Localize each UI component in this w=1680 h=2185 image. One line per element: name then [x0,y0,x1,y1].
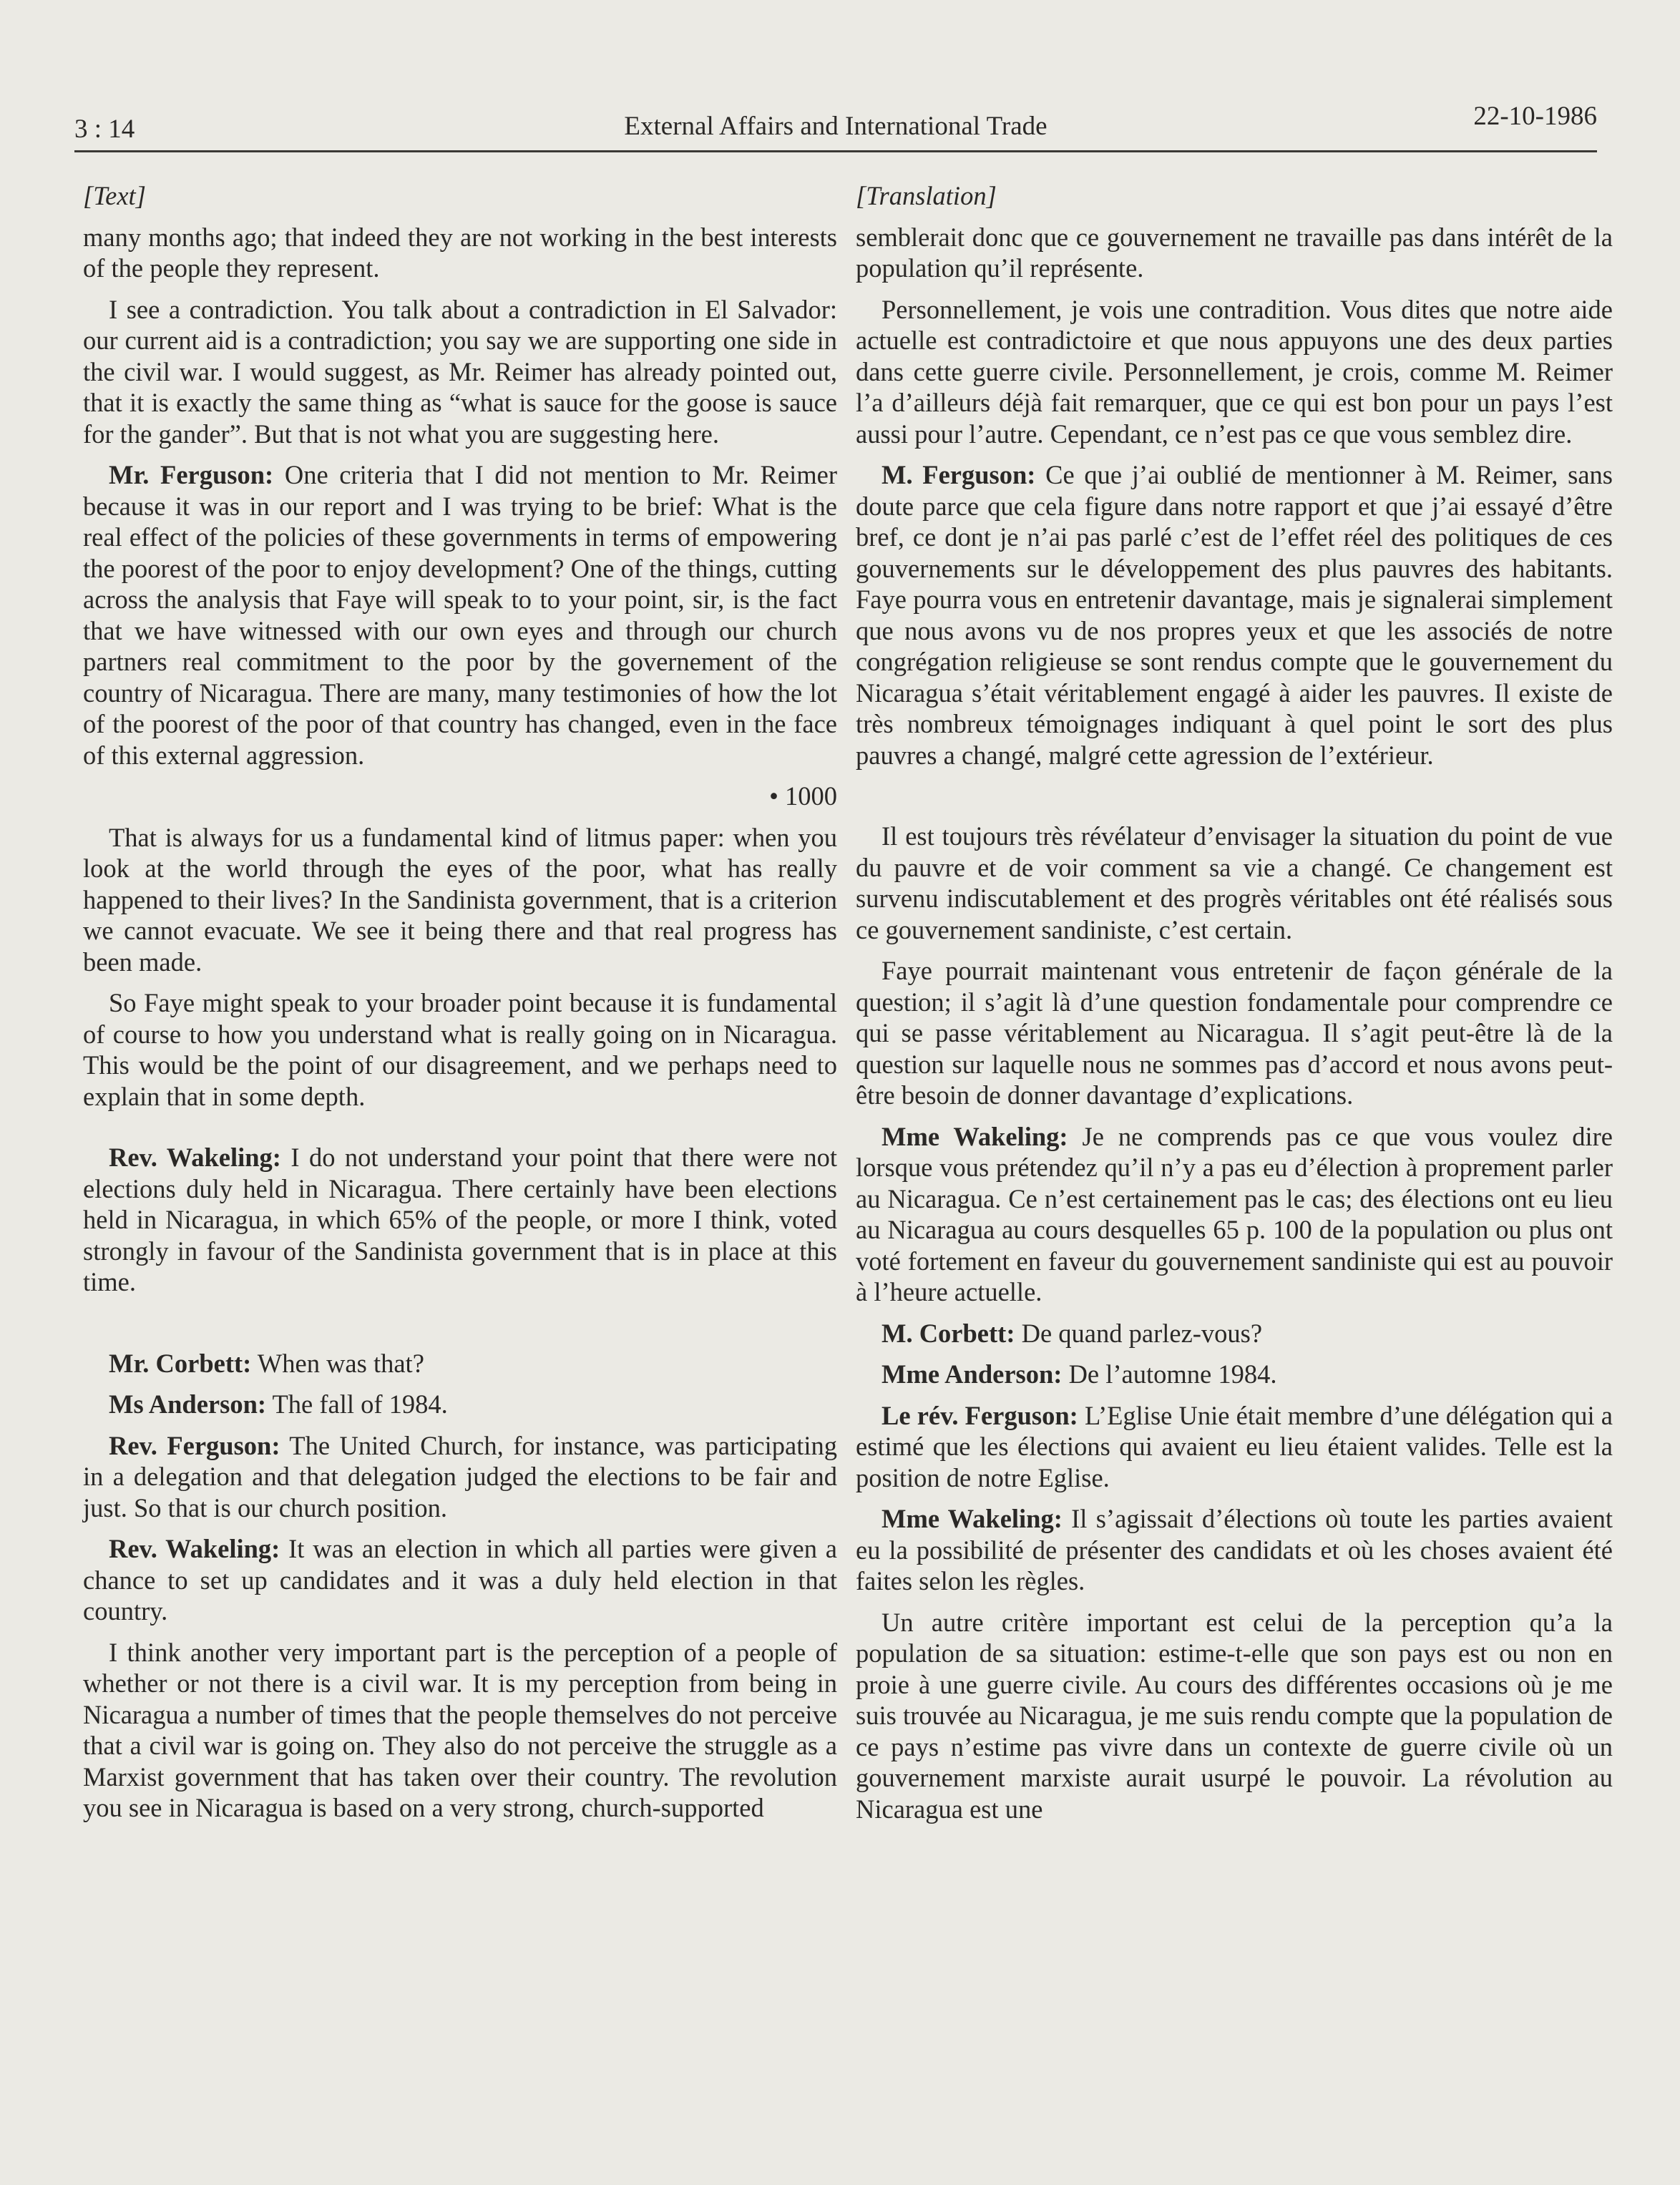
speaker-name: Mme Wakeling: [881,1121,1068,1151]
speaker-name: Rev. Ferguson: [109,1430,280,1460]
paragraph: I see a contradiction. You talk about a contradiction in El Salvador: our current aid is a contradiction; you say we are supporting one side in the civil war. I would suggest, as Mr. Reimer has already pointed out, that it is exactly the same thing as “what is sauce for the goose is sauce for the gander”. But that is not what you are suggesting here. [83,294,837,449]
speech-text: I do not understand your point that there were not elections duly held in Nicaragua. There certainly have been elections held in Nicaragua, in which 65% of the people, or more I think, voted strongly in favour of the Sandinista government that is in place at this time. [83,1143,838,1296]
paragraph [856,1359,1613,1390]
french-column [856,180,1613,1834]
text-label: [Text] [83,181,146,210]
speaker-name: M. Corbett: [881,1318,1015,1348]
speaker-name: Ms Anderson: [109,1389,267,1419]
english-column [83,180,837,1834]
speaker-name: Rev. Wakeling: [109,1534,280,1563]
paragraph [856,1503,1613,1597]
speech-text: When was that? [251,1348,424,1378]
paragraph: So Faye might speak to your broader point because it is fundamental of course to how you understand what is really going on in Nicaragua. This would be the point of our disagreement, and we perhaps need to explain that in some depth. [83,988,837,1111]
speech-text: One criteria that I did not mention to Mr. Reimer because it was in our report and I was trying to be brief: What is the real effect of the policies of these governments in terms of empowering the poorest of the poor to enjoy development? One of the things, cutting across the analysis that Faye will speak to to your point, sir, is the fact that we have witnessed with our own eyes and through our church partners real commitment to the poor by the governement of the country of Nicaragua. There are many, many testimonies of how the lot of the poorest of the poor of that country has changed, even in the face of this external aggression. [83,460,837,770]
paragraph [856,1400,1613,1494]
page-number: 3 : 14 [74,114,135,144]
speaker-name: Mr. Corbett: [109,1348,252,1378]
spacer [856,781,1613,821]
paragraph [83,1430,837,1524]
speech-text: De quand parlez-vous? [1015,1318,1263,1348]
header-date: 22-10-1986 [1473,102,1597,131]
speech-text: The United Church, for instance, was participating in a delegation and that delegation judged the elections to be fair and just. So that is our church position. [83,1430,838,1522]
paragraph: Faye pourrait maintenant vous entretenir de façon générale de la question; il s’agit là d’une question fondamentale pour comprendre ce qui se passe véritablement au Nicaragua. Il s’agit peut-être là de la question sur laquelle nous ne sommes pas d’accord et nous avons peut-être besoin de donner davantage d’explications. [856,956,1613,1110]
speaker-name: Mme Anderson: [881,1359,1063,1389]
speaker-name: Mme Wakeling: [881,1504,1063,1533]
speech-text: De l’automne 1984. [1062,1359,1277,1389]
paragraph: That is always for us a fundamental kind of litmus paper: when you look at the world through the eyes of the poor, what has really happened to their lives? In the Sandinista government, that is a criterion we cannot evacuate. We see it being there and that real progress has been made. [83,822,837,977]
paragraph [83,1142,837,1298]
speech-text: It was an election in which all parties were given a chance to set up candidates and it was a duly held election in that country. [83,1534,837,1626]
speech-text: L’Eglise Unie était membre d’une délégation qui a estimé que les élections qui avaient eu lieu étaient valides. Telle est la position de notre Eglise. [856,1400,1613,1492]
translation-label: [Translation] [856,181,997,210]
spacer [83,1308,837,1348]
speaker-name: M. Ferguson: [881,460,1036,489]
spacer [83,1122,837,1142]
speech-text: Je ne comprends pas ce que vous voulez dire lorsque vous prétendez qu’il n’y a pas eu d’élection à proprement parler au Nicaragua. Ce n’est certainement pas le cas; des élections ont eu lieu au Nicaragua au cours desquelles 65 p. 100 de la population ou plus ont voté fortement en faveur du gouvernement sandiniste qui est au pouvoir à l’heure actuelle. [856,1121,1613,1306]
time-marker: • 1000 [769,781,837,811]
paragraph: Il est toujours très révélateur d’envisager la situation du point de vue du pauvre et de voir comment sa vie a changé. Ce changement est survenu indiscutablement et des progrès véritables ont été réalisés sous ce gouvernement sandiniste, c’est certain. [856,821,1613,944]
speaker-name: Le rév. Ferguson: [881,1400,1078,1430]
paragraph: Un autre critère important est celui de la perception qu’a la population de sa situation: estime-t-elle que son pays est ou non en proie à une guerre civile. Au cours des différentes occasions où je me suis trouvée au Nicaragua, je me suis rendu compte que la population de ce pays n’estime pas vivre dans un contexte de guerre civile où un gouvernement marxiste aurait usurpé le pouvoir. La révolution au Nicaragua est une [856,1607,1613,1824]
speaker-name: Rev. Wakeling: [109,1143,281,1172]
paragraph: I think another very important part is the perception of a people of whether or not there is a civil war. It is my perception from being in Nicaragua a number of times that the people themselves do not perceive that a civil war is going on. They also do not perceive the struggle as a Marxist government that has taken over their country. The revolution you see in Nicaragua is based on a very strong, church-supported [83,1637,837,1822]
running-title: External Affairs and International Trade [624,112,1047,141]
paragraph [83,1533,837,1627]
speech-text: The fall of 1984. [266,1389,448,1419]
paragraph [856,459,1613,771]
paragraph: Personnellement, je vois une contradition. Vous dites que notre aide actuelle est contradictoire et que nous appuyons une des deux parties dans cette guerre civile. Personnellement, je crois, comme M. Reimer l’a d’ailleurs déjà fait remarquer, que ce qui est bon pour un pays l’est aussi pour l’autre. Cependant, ce n’est pas ce que vous semblez dire. [856,294,1613,449]
paragraph [83,1389,837,1420]
speaker-name: Mr. Ferguson: [109,460,274,489]
paragraph: semblerait donc que ce gouvernement ne travaille pas dans intérêt de la population qu’il représente. [856,222,1613,283]
paragraph: many months ago; that indeed they are not working in the best interests of the people they represent. [83,222,837,283]
paragraph [83,459,837,771]
page-header [74,93,1597,152]
paragraph [856,1121,1613,1308]
paragraph [83,1348,837,1379]
speech-text: Ce que j’ai oublié de mentionner à M. Reimer, sans doute parce que cela figure dans notre rapport et que j’ai essayé d’être bref, ce dont je n’ai pas parlé c’est de l’effet réel des politiques de ces gouvernements sur le développement des plus pauvres des habitants. Faye pourra vous en entretenir davantage, mais je signalerai simplement que nous avons vu de nos propres yeux et que les associés de notre congrégation religieuse se sont rendus compte que le gouvernement du Nicaragua s’était véritablement engagé à aider les pauvres. Il existe de très nombreux témoignages indiquant à quel point le sort des plus pauvres a changé, malgré cette agression de l’extérieur. [856,460,1613,770]
paragraph [856,1318,1613,1349]
speech-text: Il s’agissait d’élections où toute les parties avaient eu la possibilité de présenter des candidats et où les choses avaient été faites selon les règles. [856,1504,1613,1595]
